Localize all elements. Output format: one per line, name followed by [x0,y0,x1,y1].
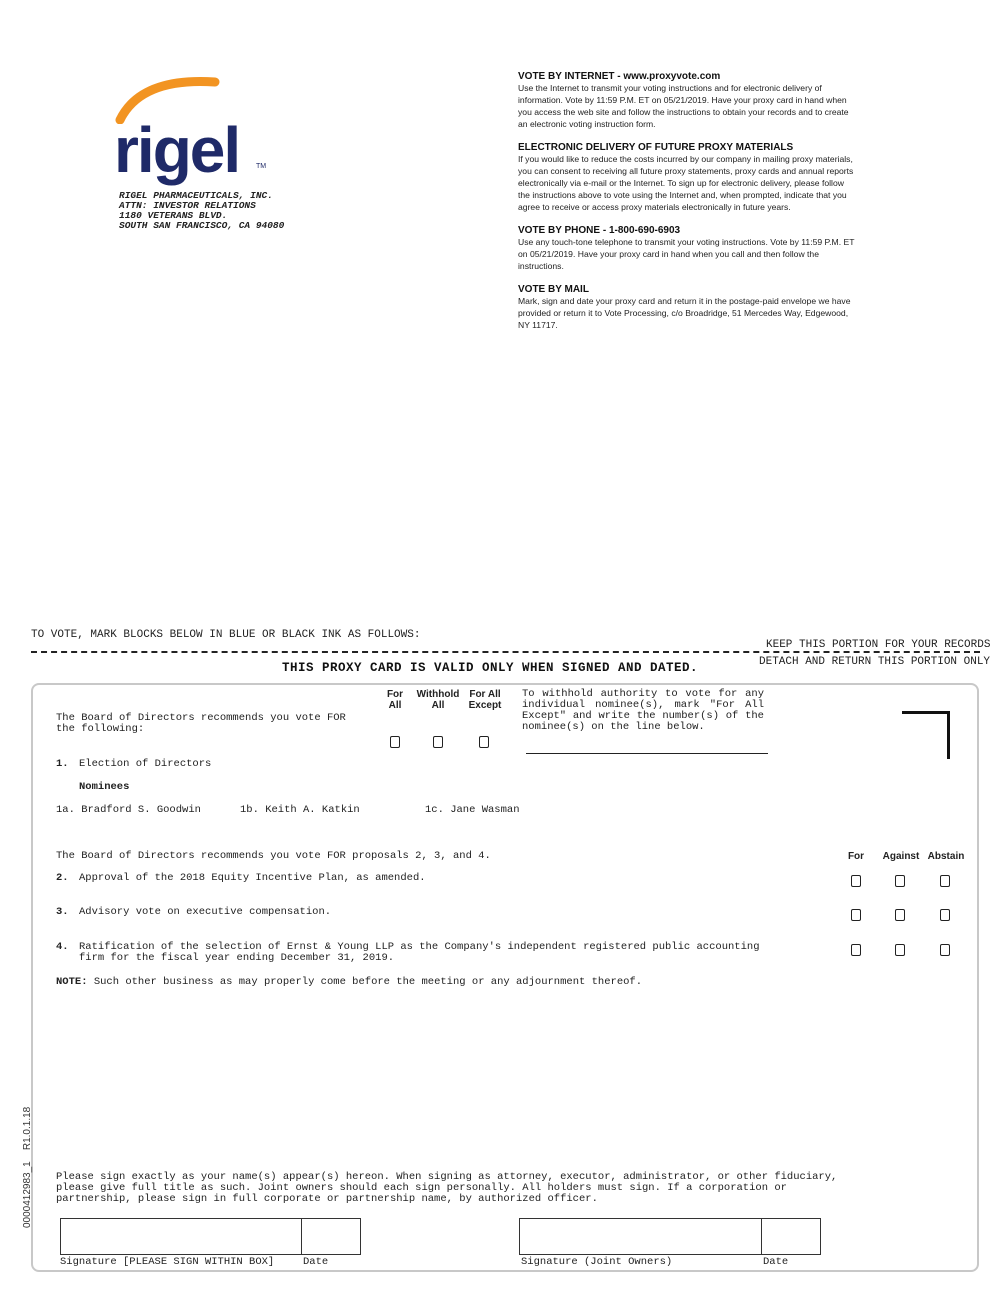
proposal-2-abstain-checkbox[interactable] [940,875,950,887]
vote-phone-text: Use any touch-tone telephone to transmit your voting instructions. Vote by 11:59 P.M. ET on 05/21/2019. Have your proxy card in hand when you call and then follow the instructions. [518,237,855,271]
note [56,977,642,988]
joint-date-box[interactable] [761,1218,821,1255]
for-all-except-checkbox[interactable] [479,736,489,748]
joint-signature-label: Signature (Joint Owners) [521,1256,673,1268]
nominee-1c: 1c. Jane Wasman [425,804,520,816]
corner-mark [902,711,950,759]
proposal-3-against-checkbox[interactable] [895,909,905,921]
vote-mail-text: Mark, sign and date your proxy card and return it in the postage-paid envelope we have provided or return it to Vote Processing, c/o Broadridge, 51 Mercedes Way, Edgewood, NY 11717. [518,296,851,330]
address-line: 1180 VETERANS BLVD. [119,210,228,221]
proposal-4-number: 4. [56,941,69,953]
valid-notice: THIS PROXY CARD IS VALID ONLY WHEN SIGNED AND DATED. [282,661,699,675]
board-recommendation-1: The Board of Directors recommends you vote FOR the following: [56,712,346,735]
signing-instructions: Please sign exactly as your name(s) appear(s) hereon. When signing as attorney, executor, administrator, or other fiduciary, please give full title as such. Joint owners should each sign personally. All holders must sign. If a corporation or partnership, please sign in full corporate or partnership name, by authorized officer. [56,1171,838,1205]
proposal-4-for-checkbox[interactable] [851,944,861,956]
col-head-for-all: For All [386,689,404,711]
for-all-checkbox[interactable] [390,736,400,748]
date-label: Date [303,1256,329,1268]
col-head-for-all-except: For All Except [468,689,502,711]
address-line: SOUTH SAN FRANCISCO, CA 94080 [119,220,285,231]
proposal-2-against-checkbox[interactable] [895,875,905,887]
proposal-4-text: Ratification of the selection of Ernst & Young LLP as the Company's independent registered public accounting firm for the fiscal year ending December 31, 2019. [79,941,760,964]
proposal-3-abstain-checkbox[interactable] [940,909,950,921]
electronic-delivery-text: If you would like to reduce the costs incurred by our company in mailing proxy materials, you can consent to receiving all future proxy statements, proxy cards and annual reports electronically via e-mail or the Internet. To sign up for electronic delivery, please follow the instructions above to vote using the Internet and, when prompted, indicate that you agree to receive or access proxy materials electronically in future years. [518,154,854,212]
detach-dashed-line [31,651,980,653]
address-line: RIGEL PHARMACEUTICALS, INC. [119,190,273,201]
proposal-3-number: 3. [56,906,69,918]
proposal-2-for-checkbox[interactable] [851,875,861,887]
proposal-3-text: Advisory vote on executive compensation. [79,906,332,918]
proposal-3-for-checkbox[interactable] [851,909,861,921]
proposal-4-against-checkbox[interactable] [895,944,905,956]
ink-instruction: TO VOTE, MARK BLOCKS BELOW IN BLUE OR BLACK INK AS FOLLOWS: [31,629,421,641]
nominee-1b: 1b. Keith A. Katkin [240,804,360,816]
electronic-delivery-heading: ELECTRONIC DELIVERY OF FUTURE PROXY MATERIALS [518,142,794,153]
logo-wordmark: rigel [114,114,240,186]
address-line: ATTN: INVESTOR RELATIONS [119,200,256,211]
withhold-instruction: To withhold authority to vote for any individual nominee(s), mark "For All Except" and write the number(s) of the [522,688,764,722]
vote-head-against: Against [882,851,920,862]
nominees-label: Nominees [79,781,130,793]
detach-portion-label: DETACH AND RETURN THIS PORTION ONLY [759,656,991,668]
date-box[interactable] [301,1218,361,1255]
withhold-all-checkbox[interactable] [433,736,443,748]
joint-date-label: Date [763,1256,789,1268]
item-1-label: Election of Directors [79,758,212,770]
signature-label: Signature [PLEASE SIGN WITHIN BOX] [60,1256,275,1268]
item-1-number: 1. [56,758,69,770]
vote-head-for: For [847,851,865,862]
board-recommendation-2: The Board of Directors recommends you vote FOR proposals 2, 3, and 4. [56,850,491,862]
nominee-write-line[interactable] [526,753,768,754]
keep-portion-label: KEEP THIS PORTION FOR YOUR RECORDS [766,639,991,651]
note-label: NOTE: [56,976,88,988]
side-code: 0000412983_1 R1.0.1.18 [22,1106,33,1228]
joint-signature-box[interactable] [519,1218,762,1255]
vote-internet-text: Use the Internet to transmit your voting instructions and for electronic delivery of information. Vote by 11:59 P.M. ET on 05/21/2019. Have your proxy card in hand when you access the web site and follow the instructions to obtain your records and to create an electronic voting instruction form. [518,83,849,129]
vote-phone-heading: VOTE BY PHONE - 1-800-690-6903 [518,225,681,236]
company-address [119,191,284,231]
col-head-withhold-all: Withhold All [416,689,460,711]
logo-trademark: TM [256,163,267,170]
withhold-instruction-last: nominee(s) on the line below. [522,721,705,733]
signature-box[interactable] [60,1218,302,1255]
proposal-2-number: 2. [56,872,69,884]
voting-instructions [518,71,913,331]
vote-internet-heading: VOTE BY INTERNET - www.proxyvote.com [518,71,721,82]
proposal-2-text: Approval of the 2018 Equity Incentive Plan, as amended. [79,872,426,884]
vote-mail-heading: VOTE BY MAIL [518,284,589,295]
vote-head-abstain: Abstain [927,851,965,862]
nominee-1a: 1a. Bradford S. Goodwin [56,804,201,816]
proposal-4-abstain-checkbox[interactable] [940,944,950,956]
note-text: Such other business as may properly come before the meeting or any adjournment thereof. [93,976,643,988]
